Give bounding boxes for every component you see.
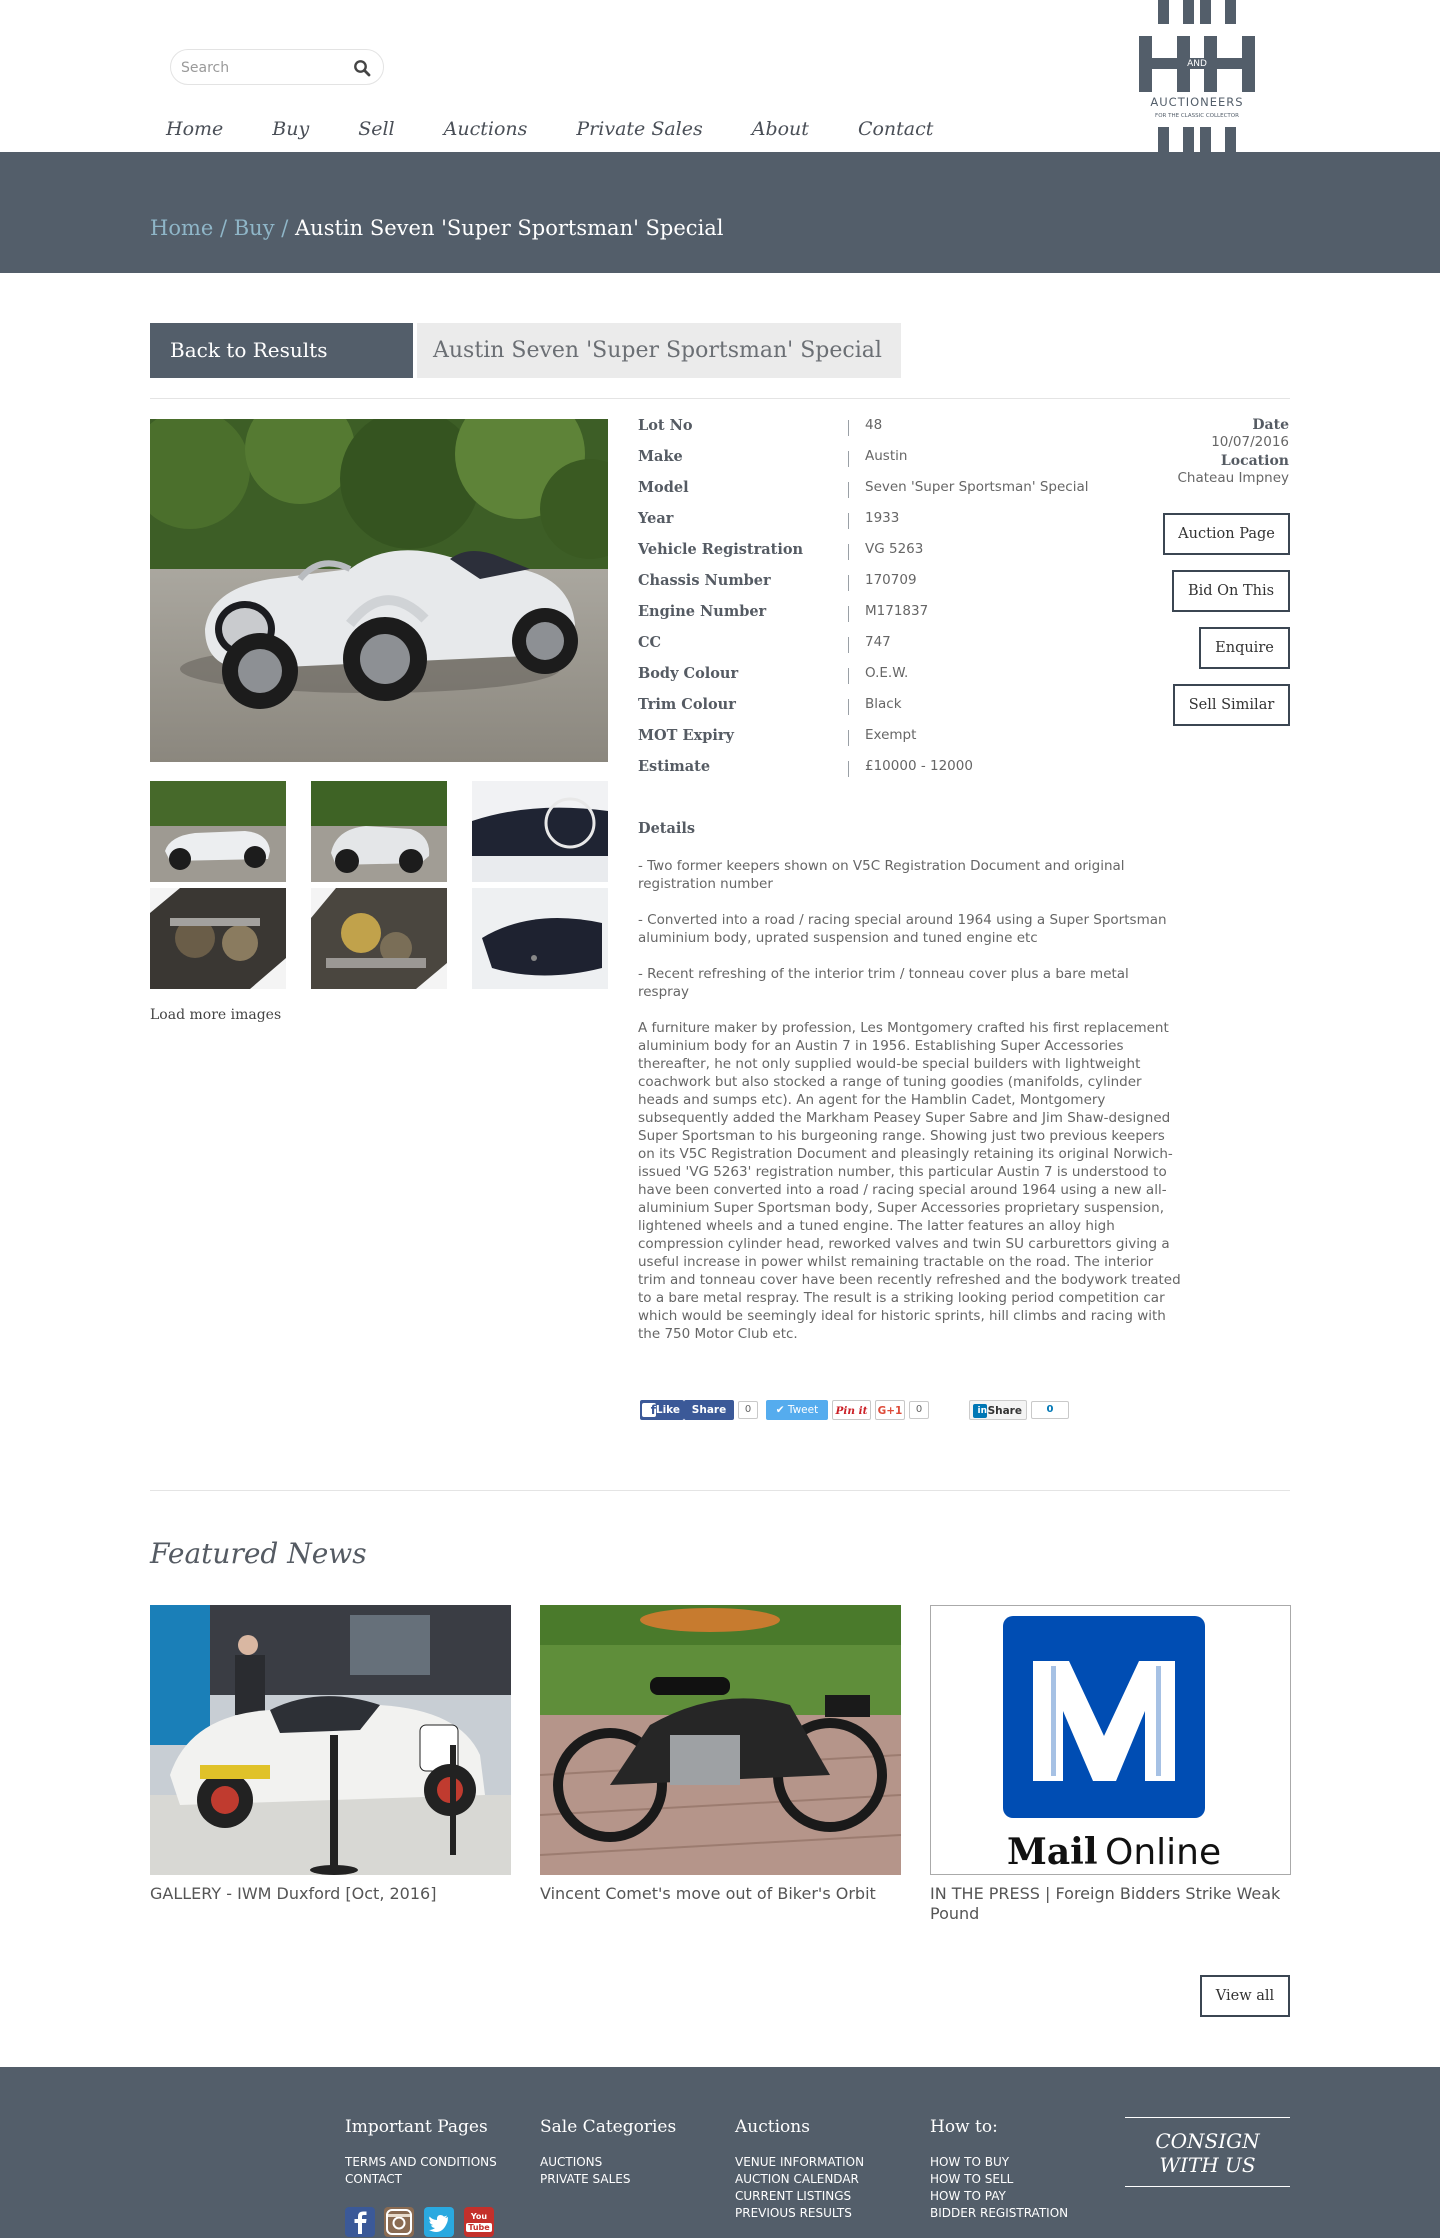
spec-label: Chassis Number xyxy=(638,572,771,589)
footer-link[interactable]: AUCTION CALENDAR xyxy=(735,2172,859,2186)
spec-table xyxy=(638,417,1158,789)
footer-link[interactable]: PREVIOUS RESULTS xyxy=(735,2206,852,2220)
spec-value: 170709 xyxy=(865,572,917,588)
view-all-button[interactable]: View all xyxy=(1200,1975,1290,2017)
spec-label: Engine Number xyxy=(638,603,767,620)
page-banner xyxy=(0,152,1440,273)
breadcrumb-buy[interactable]: Buy xyxy=(233,216,275,240)
google-plus-button[interactable]: G+1 xyxy=(875,1400,905,1420)
news-image-vincent[interactable] xyxy=(540,1605,901,1875)
facebook-share-count: 0 xyxy=(738,1401,758,1419)
load-more-images-link[interactable]: Load more images xyxy=(150,1007,282,1023)
spec-separator xyxy=(848,544,849,560)
nav-about[interactable]: About xyxy=(751,118,809,140)
spec-row xyxy=(638,603,1158,634)
instagram-icon[interactable] xyxy=(384,2207,414,2237)
details-paragraph: - Recent refreshing of the interior trim / tonneau cover plus a bare metal respray xyxy=(638,966,1129,1000)
spec-row xyxy=(638,665,1158,696)
spec-label: Lot No xyxy=(638,417,693,434)
spec-label: CC xyxy=(638,634,662,651)
auction-page-button[interactable]: Auction Page xyxy=(1163,513,1290,555)
spec-label: Estimate xyxy=(638,758,711,775)
search-icon[interactable] xyxy=(353,59,371,77)
location-label: Location xyxy=(1220,453,1289,469)
linkedin-share-button[interactable]: in Share xyxy=(969,1400,1027,1420)
spec-separator xyxy=(848,730,849,746)
spec-separator xyxy=(848,513,849,529)
facebook-like-button[interactable]: f Like xyxy=(640,1400,684,1420)
news-caption[interactable]: IN THE PRESS | Foreign Bidders Strike Weak Pound xyxy=(930,1884,1281,1923)
spec-label: Trim Colour xyxy=(638,696,736,713)
thumbnail-2[interactable] xyxy=(311,781,447,882)
news-image-mailonline[interactable] xyxy=(930,1605,1291,1875)
thumbnail-6[interactable] xyxy=(472,888,608,989)
footer-link[interactable]: BIDDER REGISTRATION xyxy=(930,2206,1069,2220)
nav-auctions[interactable]: Auctions xyxy=(443,118,528,140)
spec-label: Vehicle Registration xyxy=(638,541,804,558)
footer-heading: Sale Categories xyxy=(540,2117,677,2137)
logo-name: AUCTIONEERS xyxy=(1150,95,1244,109)
spec-value: 48 xyxy=(865,417,883,433)
footer-column xyxy=(930,2117,1068,2222)
spec-value: M171837 xyxy=(865,603,929,619)
footer-link[interactable]: TERMS AND CONDITIONS xyxy=(345,2155,497,2169)
footer-link[interactable]: CONTACT xyxy=(345,2172,402,2186)
auction-location: Chateau Impney xyxy=(1177,470,1289,486)
spec-row xyxy=(638,727,1158,758)
spec-label: Model xyxy=(638,479,689,496)
twitter-icon: ✔ xyxy=(775,1404,788,1416)
breadcrumb-current: Austin Seven 'Super Sportsman' Special xyxy=(295,216,724,240)
spec-value: O.E.W. xyxy=(865,665,909,681)
footer-heading: Important Pages xyxy=(345,2117,488,2137)
news-caption[interactable]: Vincent Comet's move out of Biker's Orbit xyxy=(540,1884,876,1903)
spec-value: £10000 - 12000 xyxy=(865,758,973,774)
nav-sell[interactable]: Sell xyxy=(358,118,395,140)
spec-row xyxy=(638,758,1158,789)
spec-separator xyxy=(848,668,849,684)
logo-and: AND xyxy=(1187,59,1207,69)
thumbnail-4[interactable] xyxy=(150,888,286,989)
details-description: A furniture maker by profession, Les Montgomery crafted his first replacement aluminium body for an Austin 7 in 1956. Establishing Super Accessories thereafter, he not only supplied would-be special builders with lightweight coachwork but also stocked a range of tuning goodies (manifolds, cylinder heads and sumps etc). An agent for the Hamblin Cadet, Montgomery subsequently added the Markham Peasey Super Sabre and Jim Shaw-designed Super Sportsman to his burgeoning range. Showing just two previous keepers on its V5C Registration Document and pleasingly retaining its original Norwich-issued 'VG 5263' registration number, this particular Austin 7 is understood to have been converted into a road / racing special around 1964 using a new all-aluminium Super Sportsman body, Super Accessories proprietary suspension, lightened wheels and a tuned engine. The latter features an alloy high compression cylinder head, reworked valves and twin SU carburettors giving a useful increase in power whilst remaining tractable on the road. The interior trim and tonneau cover have been recently refreshed and the bodywork treated to a bare metal respray. The result is a striking looking period competition car which would be seemingly ideal for historic sprints, hill climbs and racing with the 750 Motor Club etc. xyxy=(638,1020,1181,1342)
footer-column xyxy=(345,2117,497,2188)
breadcrumb-home[interactable]: Home xyxy=(150,216,214,240)
back-to-results-button[interactable]: Back to Results xyxy=(150,323,413,378)
divider xyxy=(150,1490,1290,1491)
linkedin-icon: in xyxy=(973,1404,987,1418)
youtube-icon[interactable]: You Tube xyxy=(464,2207,494,2237)
spec-separator xyxy=(848,451,849,467)
spec-value: Seven 'Super Sportsman' Special xyxy=(865,479,1089,495)
spec-value: VG 5263 xyxy=(865,541,924,557)
footer-column xyxy=(540,2117,676,2188)
spec-row xyxy=(638,634,1158,665)
logo-tagline: FOR THE CLASSIC COLLECTOR xyxy=(1155,113,1239,119)
spec-label: Body Colour xyxy=(638,665,739,682)
spec-label: MOT Expiry xyxy=(638,727,734,744)
enquire-button[interactable]: Enquire xyxy=(1199,627,1290,669)
news-image-duxford[interactable] xyxy=(150,1605,511,1875)
nav-home[interactable]: Home xyxy=(166,118,224,140)
spec-value: Exempt xyxy=(865,727,917,743)
consign-with-us-link[interactable] xyxy=(1125,2117,1290,2187)
spec-separator xyxy=(848,761,849,777)
facebook-icon[interactable] xyxy=(345,2207,375,2237)
spec-label: Make xyxy=(638,448,683,465)
footer-link[interactable]: AUCTIONS xyxy=(540,2155,603,2169)
bid-on-this-button[interactable]: Bid On This xyxy=(1172,570,1290,612)
main-car-photo[interactable] xyxy=(150,419,608,762)
nav-buy[interactable]: Buy xyxy=(272,118,310,140)
spec-separator xyxy=(848,575,849,591)
site-header xyxy=(0,0,1440,152)
details-heading: Details xyxy=(638,820,696,837)
main-nav xyxy=(150,118,966,148)
search-input[interactable] xyxy=(181,57,341,79)
mailonline-logo-text: Online xyxy=(1105,1832,1222,1873)
date-label: Date xyxy=(1252,417,1289,433)
footer-link[interactable]: HOW TO PAY xyxy=(930,2189,1006,2203)
sell-similar-button[interactable]: Sell Similar xyxy=(1173,684,1290,726)
details-paragraph: - Converted into a road / racing special around 1964 using a Super Sportsman aluminium body, uprated suspension and tuned engine etc xyxy=(638,912,1167,946)
site-footer xyxy=(0,2067,1440,2238)
spec-row xyxy=(638,479,1158,510)
spec-separator xyxy=(848,482,849,498)
facebook-share-button[interactable]: Share xyxy=(684,1400,734,1420)
spec-separator xyxy=(848,637,849,653)
spec-separator xyxy=(848,420,849,436)
breadcrumb-separator: / xyxy=(274,216,296,240)
footer-column xyxy=(735,2117,864,2222)
hh-logo[interactable] xyxy=(1136,0,1258,152)
spec-value: 1933 xyxy=(865,510,900,526)
spec-value: Black xyxy=(865,696,902,712)
spec-row xyxy=(638,572,1158,603)
spec-value: Austin xyxy=(865,448,908,464)
consign-line: CONSIGN xyxy=(1155,2129,1260,2153)
thumbnail-3[interactable] xyxy=(472,781,608,882)
thumbnail-5[interactable] xyxy=(311,888,447,989)
footer-link[interactable]: HOW TO SELL xyxy=(930,2172,1014,2186)
mailonline-logo-text: Mail xyxy=(1007,1831,1098,1873)
details-paragraph: - Two former keepers shown on V5C Registration Document and original registration number xyxy=(638,858,1125,892)
spec-separator xyxy=(848,606,849,622)
spec-separator xyxy=(848,699,849,715)
footer-link[interactable]: HOW TO BUY xyxy=(930,2155,1010,2169)
google-plus-count: 0 xyxy=(909,1401,929,1419)
spec-row xyxy=(638,448,1158,479)
facebook-icon: f xyxy=(642,1403,656,1417)
breadcrumb-separator: / xyxy=(213,216,234,240)
spec-label: Year xyxy=(638,510,674,527)
auction-meta xyxy=(1177,417,1289,487)
footer-link[interactable]: CURRENT LISTINGS xyxy=(735,2189,852,2203)
auction-date: 10/07/2016 xyxy=(1211,434,1289,450)
nav-private-sales[interactable]: Private Sales xyxy=(576,118,703,140)
spec-row xyxy=(638,696,1158,727)
footer-link[interactable]: VENUE INFORMATION xyxy=(735,2155,865,2169)
spec-value: 747 xyxy=(865,634,891,650)
lot-title: Austin Seven 'Super Sportsman' Special xyxy=(417,323,901,378)
divider xyxy=(150,398,1290,399)
thumbnail-1[interactable] xyxy=(150,781,286,882)
twitter-icon[interactable] xyxy=(424,2207,454,2237)
consign-line: WITH US xyxy=(1159,2153,1256,2177)
spec-row xyxy=(638,541,1158,572)
spec-row xyxy=(638,417,1158,448)
pin-it-button[interactable]: Pin it xyxy=(832,1400,871,1420)
spec-row xyxy=(638,510,1158,541)
nav-contact[interactable]: Contact xyxy=(857,118,934,140)
linkedin-share-count: 0 xyxy=(1031,1401,1069,1419)
breadcrumb xyxy=(150,216,724,240)
footer-heading: How to: xyxy=(930,2117,998,2137)
news-caption[interactable]: GALLERY - IWM Duxford [Oct, 2016] xyxy=(150,1884,437,1903)
footer-link[interactable]: PRIVATE SALES xyxy=(540,2172,631,2186)
search-box[interactable] xyxy=(170,49,384,85)
featured-news-title: Featured News xyxy=(150,1537,367,1570)
tweet-button[interactable]: ✔ Tweet xyxy=(766,1400,828,1420)
footer-heading: Auctions xyxy=(735,2117,810,2137)
